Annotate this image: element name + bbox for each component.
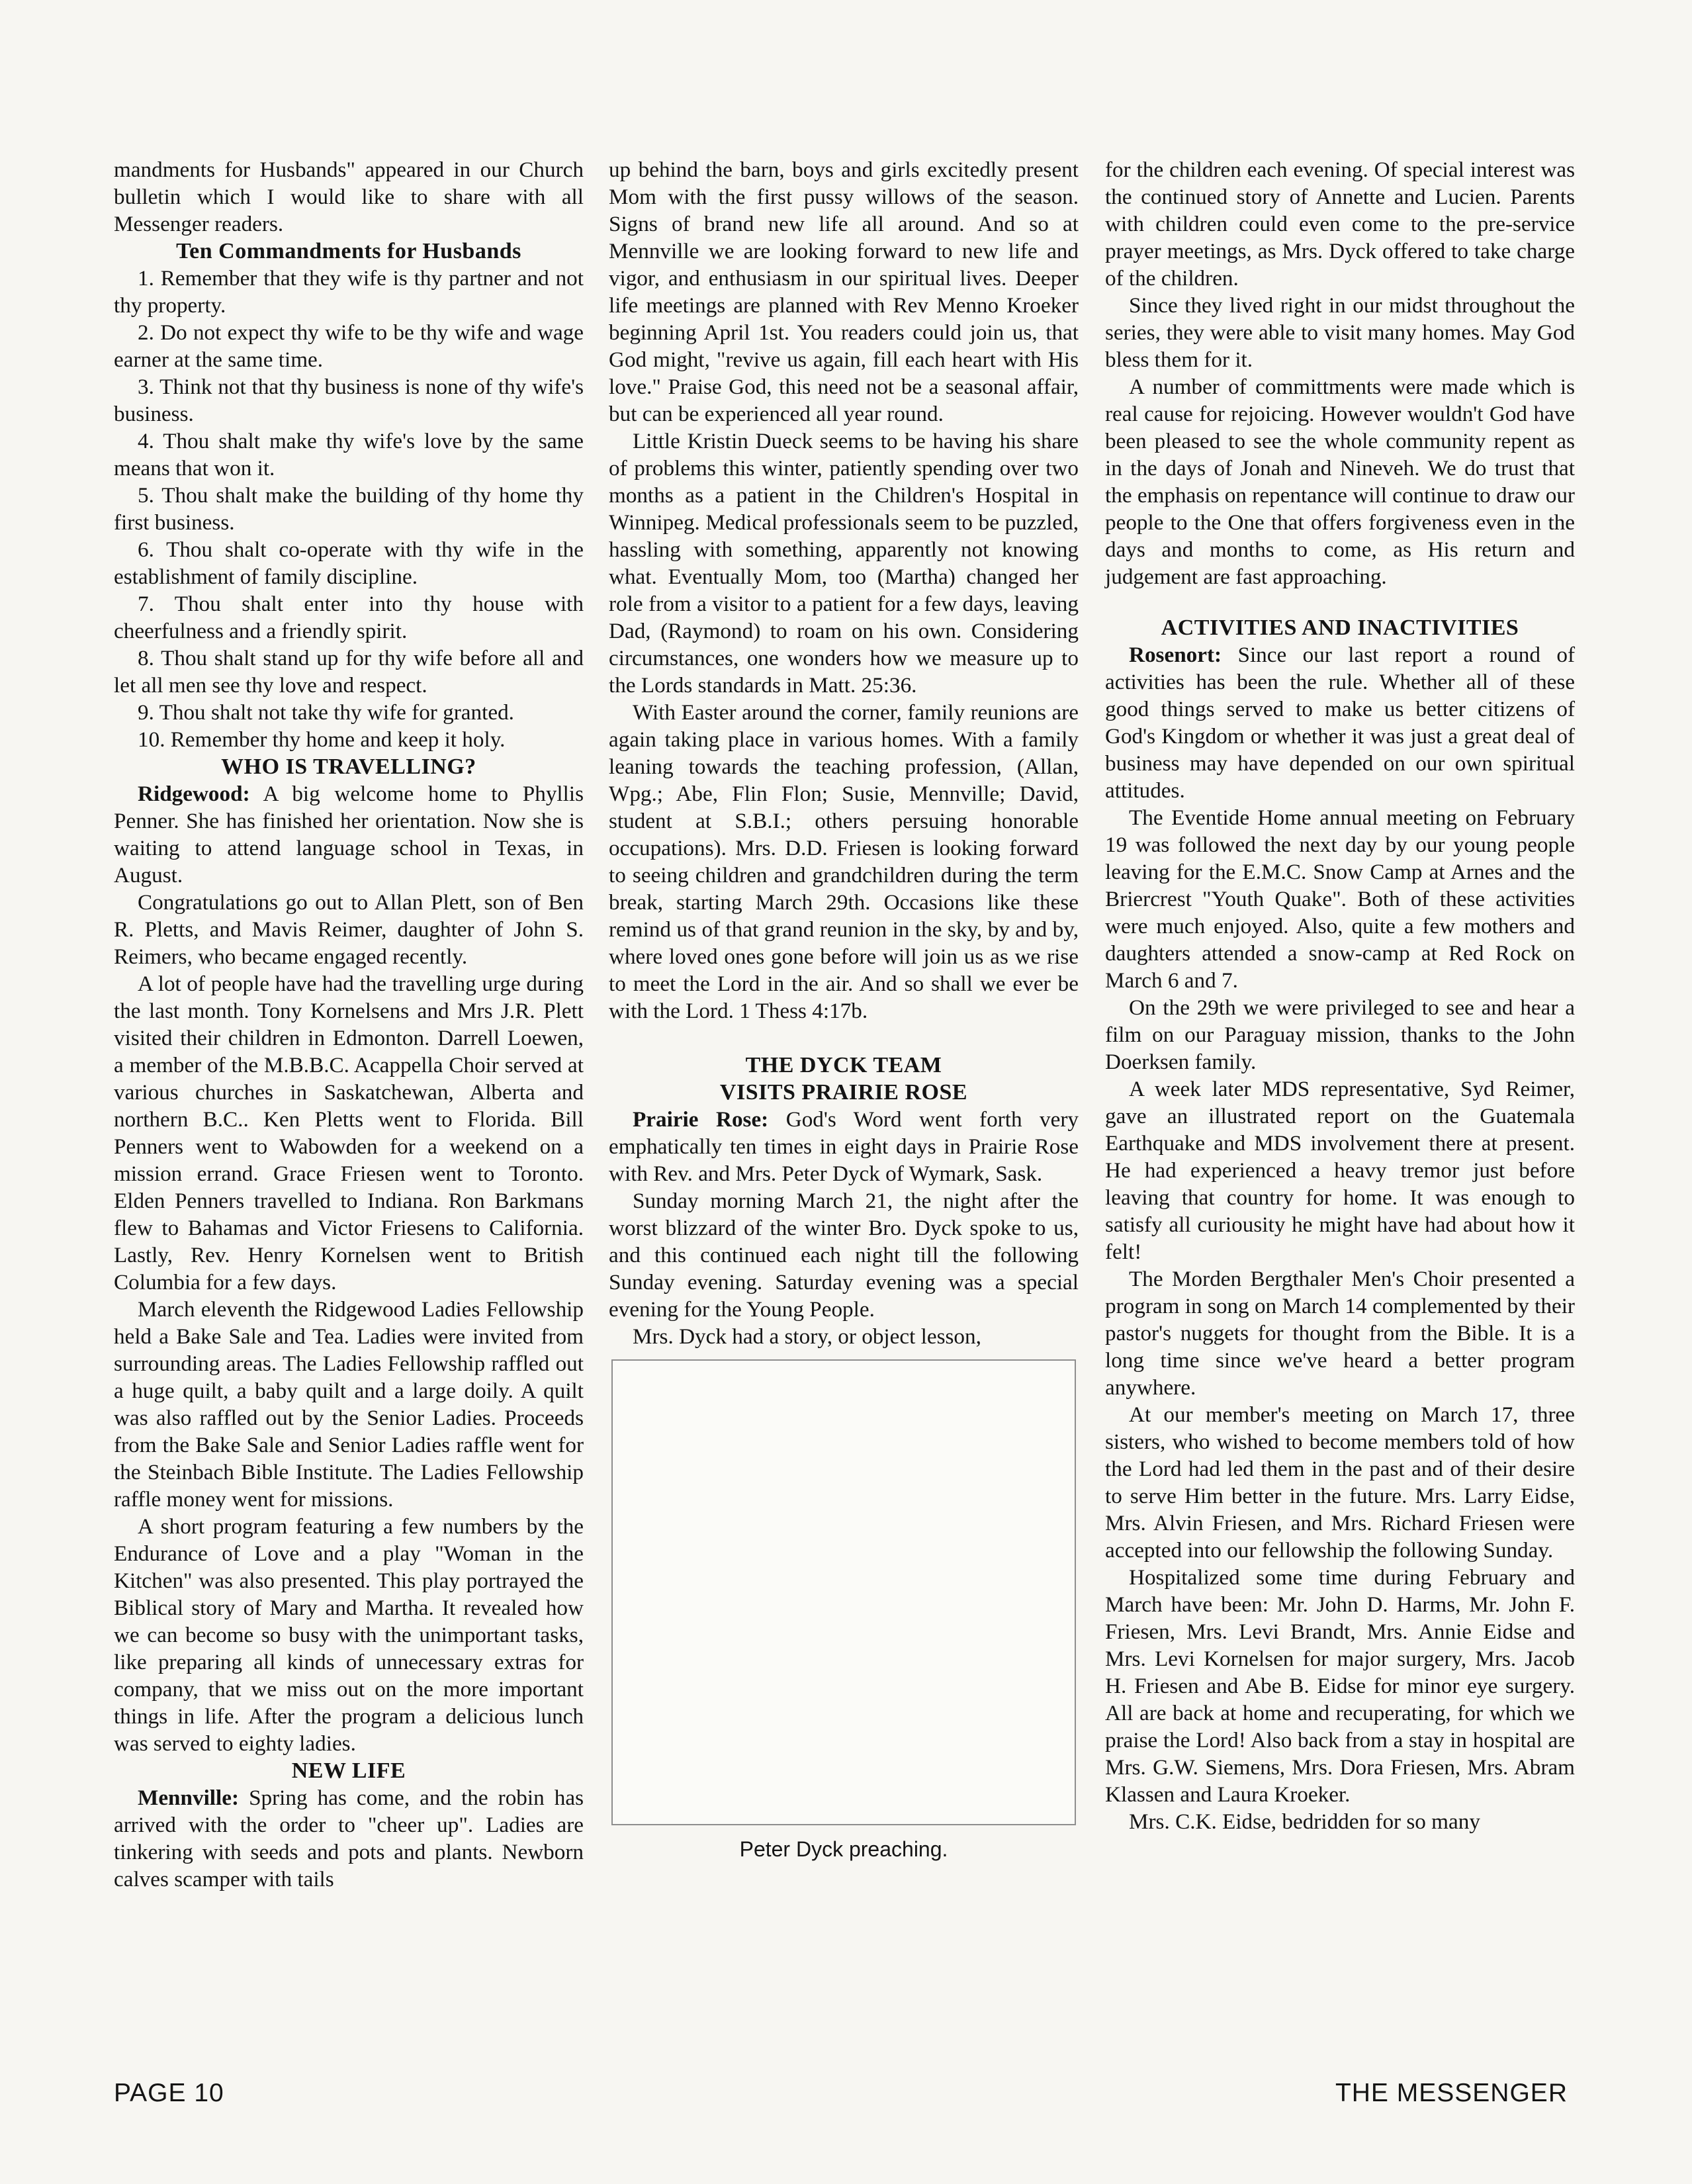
mds-paragraph: A week later MDS representative, Syd Reimer, gave an illustrated report on the Guatemala Earthquake and MDS involvement there at present. He had experienced a heavy tremor just before leaving that country for home. It was enough to satisfy all curiousity he might have had about how it felt! — [1105, 1077, 1575, 1264]
bake-sale-paragraph: March eleventh the Ridgewood Ladies Fellowship held a Bake Sale and Tea. Ladies were invited from surrounding areas. The Ladies Fellowship raffled out a huge quilt, a baby quilt and a large doily. A quilt was also raffled out by the Senior Ladies. Proceeds from the Bake Sale and Senior Ladies raffle went for the Steinbach Bible Institute. The Ladies Fellowship raffle money went for missions. — [114, 1297, 584, 1512]
mrs-dyck-paragraph: Mrs. Dyck had a story, or object lesson, — [633, 1324, 981, 1349]
intro-paragraph: mandments for Husbands" appeared in our Church bulletin which I would like to share with all Messenger readers. — [114, 158, 584, 236]
column-middle — [609, 156, 1079, 1862]
congrats-paragraph: Congratulations go out to Allan Plett, son of Ben R. Pletts, and Mavis Reimer, daughter of John S. Reimers, who became engaged recently. — [114, 890, 584, 969]
ridgewood-paragraph — [114, 780, 584, 889]
commitments-paragraph: A number of committments were made which is real cause for rejoicing. However wouldn't God have been pleased to see the whole community repent as in the days of Jonah and Nineveh. We do trust that the emphasis on repentance will continue to draw our people to the One that offers forgiveness even in the days and months to come, as His return and judgement are fast approaching. — [1105, 375, 1575, 589]
commandment-item: 10. Remember thy home and keep it holy. — [138, 727, 506, 752]
program-paragraph: A short program featuring a few numbers by the Endurance of Love and a play "Woman in the Kitchen" was also presented. This play portrayed the Biblical story of Mary and Martha. It revealed how we can become so busy with the unimportant tasks, like preparing all kinds of unnecessary extras for company, that we miss out on the more important things in life. After the program a delicious lunch was served to eighty ladies. — [114, 1514, 584, 1756]
prairie-rose-lead: Prairie Rose: — [633, 1107, 769, 1132]
film-paragraph: On the 29th we were privileged to see and hear a film on our Paraguay mission, thanks to the John Doerksen family. — [1105, 995, 1575, 1074]
hospital-paragraph: Hospitalized some time during February and March have been: Mr. John D. Harms, Mr. John F. Friesen, Mrs. Levi Brandt, Mrs. Annie Eidse and Mrs. Levi Kornelsen for major surgery, Mrs. Jacob H. Friesen and Abe B. Eidse for minor eye surgery. All are back at home and recuperating, for which we praise the Lord! Also back from a stay in hospital are Mrs. G.W. Siemens, Mrs. Dora Friesen, Mrs. Abram Klassen and Laura Kroeker. — [1105, 1565, 1575, 1807]
travel-paragraph: A lot of people have had the travelling urge during the last month. Tony Kornelsens and Mrs J.R. Plett visited their children in Edmonton. Darrell Loewen, a member of the M.B.B.C. Acappella Choir served at various churches in Saskatchewan, Alberta and northern B.C.. Ken Pletts went to Florida. Bill Penners went to Wabowden for a weekend on a mission errand. Grace Friesen went to Toronto. Elden Penners travelled to Indiana. Ron Barkmans flew to Bahamas and Victor Friesens to California. Lastly, Rev. Henry Kornelsen went to British Columbia for a few days. — [114, 972, 584, 1295]
easter-paragraph: With Easter around the corner, family reunions are again taking place in various homes. With a family leaning towards the teaching profession, (Allan, Wpg.; Abe, Flin Flon; Susie, Mennville; David, student at S.B.I.; others persuing honorable occupations). Mrs. D.D. Friesen is looking forward to seeing children and grandchildren during the term break, starting March 29th. Occasions like these remind us of that grand reunion in the sky, by and by, where loved ones gone before will join us as we rise to meet the Lord in the air. And so shall we ever be with the Lord. 1 Thess 4:17b. — [609, 700, 1079, 1023]
sunday-paragraph: Sunday morning March 21, the night after the worst blizzard of the winter Bro. Dyck spoke to us, and this continued each night till the following Sunday evening. Saturday evening was a special evening for the Young People. — [609, 1189, 1079, 1322]
mennville-text: Spring has come, and the robin has arrived with the order to "cheer up". Ladies are tinkering with seeds and pots and plants. Newborn calves scamper with tails — [114, 1786, 584, 1891]
since-paragraph: Since they lived right in our midst throughout the series, they were able to visit many homes. May God bless them for it. — [1105, 293, 1575, 372]
column-left — [114, 156, 584, 1893]
heading-dyck-team: THE DYCK TEAM — [745, 1053, 942, 1077]
heading-who-is-travelling: WHO IS TRAVELLING? — [221, 754, 476, 779]
members-paragraph: At our member's meeting on March 17, three sisters, who wished to become members told of how the Lord had led them in the past and of their desire to serve Him better in the future. Mrs. Larry Eidse, Mrs. Alvin Friesen, and Mrs. Richard Friesen were accepted into our fellowship the following Sunday. — [1105, 1402, 1575, 1563]
dyck-continued: for the children each evening. Of special interest was the continued story of Annette and Lucien. Parents with children could even come to the pre-service prayer meetings, as Mrs. Dyck offered to take charge of the children. — [1105, 158, 1575, 291]
kristin-paragraph: Little Kristin Dueck seems to be having his share of problems this winter, patiently spending over two months as a patient in the Children's Hospital in Winnipeg. Medical professionals seem to be puzzled, hassling with something, apparently not knowing what. Eventually Mom, too (Martha) changed her role from a visitor to a patient for a few days, leaving Dad, (Raymond) to roam on his own. Considering circumstances, one wonders how we measure up to the Lords standards in Matt. 25:36. — [609, 429, 1079, 698]
commandment-item: 2. Do not expect thy wife to be thy wife and wage earner at the same time. — [114, 320, 584, 372]
mennville-lead: Mennville: — [138, 1786, 240, 1810]
prairie-rose-paragraph — [609, 1106, 1079, 1187]
commandment-item: 3. Think not that thy business is none of thy wife's business. — [114, 375, 584, 426]
eidse-paragraph: Mrs. C.K. Eidse, bedridden for so many — [1129, 1809, 1480, 1834]
commandment-item: 9. Thou shalt not take thy wife for granted. — [138, 700, 514, 725]
commandment-item: 8. Thou shalt stand up for thy wife before all and let all men see thy love and respect. — [114, 646, 584, 698]
ridgewood-lead: Ridgewood: — [138, 782, 250, 806]
commandment-item: 5. Thou shalt make the building of thy home thy first business. — [114, 483, 584, 535]
eventide-paragraph: The Eventide Home annual meeting on February 19 was followed the next day by our young people leaving for the E.M.C. Snow Camp at Arnes and the Briercrest "Youth Quake". Both of these activities were much enjoyed. Also, quite a few mothers and daughters attended a snow-camp at Red Rock on March 6 and 7. — [1105, 805, 1575, 993]
choir-paragraph: The Morden Bergthaler Men's Choir presented a program in song on March 14 complemented by their pastor's nuggets for thought from the Bible. It is a long time since we've heard a better program anywhere. — [1105, 1267, 1575, 1400]
mennville-paragraph — [114, 1784, 584, 1893]
commandment-item: 4. Thou shalt make thy wife's love by the same means that won it. — [114, 429, 584, 480]
heading-visits-prairie-rose: VISITS PRAIRIE ROSE — [719, 1080, 968, 1105]
commandment-item: 6. Thou shalt co-operate with thy wife in the establishment of family discipline. — [114, 537, 584, 589]
column-right — [1105, 156, 1575, 1835]
heading-ten-commandments: Ten Commandments for Husbands — [176, 239, 521, 263]
publication-title: THE MESSENGER — [1335, 2079, 1568, 2107]
page-number: PAGE 10 — [114, 2079, 224, 2107]
commandment-item: 7. Thou shalt enter into thy house with cheerfulness and a friendly spirit. — [114, 592, 584, 643]
ridgewood-text: A big welcome home to Phyllis Penner. She has finished her orientation. Now she is waiting to attend language school in Texas, in August. — [114, 782, 584, 887]
rosenort-text: Since our last report a round of activities has been the rule. Whether all of these good things served to make us better citizens of God's Kingdom or whether it was just a great deal of business may have depended on our own spiritual attitudes. — [1105, 643, 1575, 803]
heading-new-life: NEW LIFE — [291, 1758, 406, 1783]
heading-activities: ACTIVITIES AND INACTIVITIES — [1161, 615, 1519, 640]
mennville-continued: up behind the barn, boys and girls excitedly present Mom with the first pussy willows of the season. Signs of brand new life all around. And so at Mennville we are looking forward to new life and vigor, and enthusiasm in our spiritual lives. Deeper life meetings are planned with Rev Menno Kroeker beginning April 1st. You readers could join us, that God might, "revive us again, fill each heart with His love." Praise God, this need not be a seasonal affair, but can be experienced all year round. — [609, 158, 1079, 426]
commandment-item: 1. Remember that they wife is thy partner and not thy property. — [114, 266, 584, 318]
rosenort-lead: Rosenort: — [1129, 643, 1222, 667]
rosenort-paragraph — [1105, 641, 1575, 804]
photo-placeholder — [611, 1359, 1076, 1825]
prairie-rose-text: God's Word went forth very emphatically ten times in eight days in Prairie Rose with Rev. and Mrs. Peter Dyck of Wymark, Sask. — [609, 1107, 1079, 1186]
photo-caption: Peter Dyck preaching. — [739, 1837, 948, 1861]
